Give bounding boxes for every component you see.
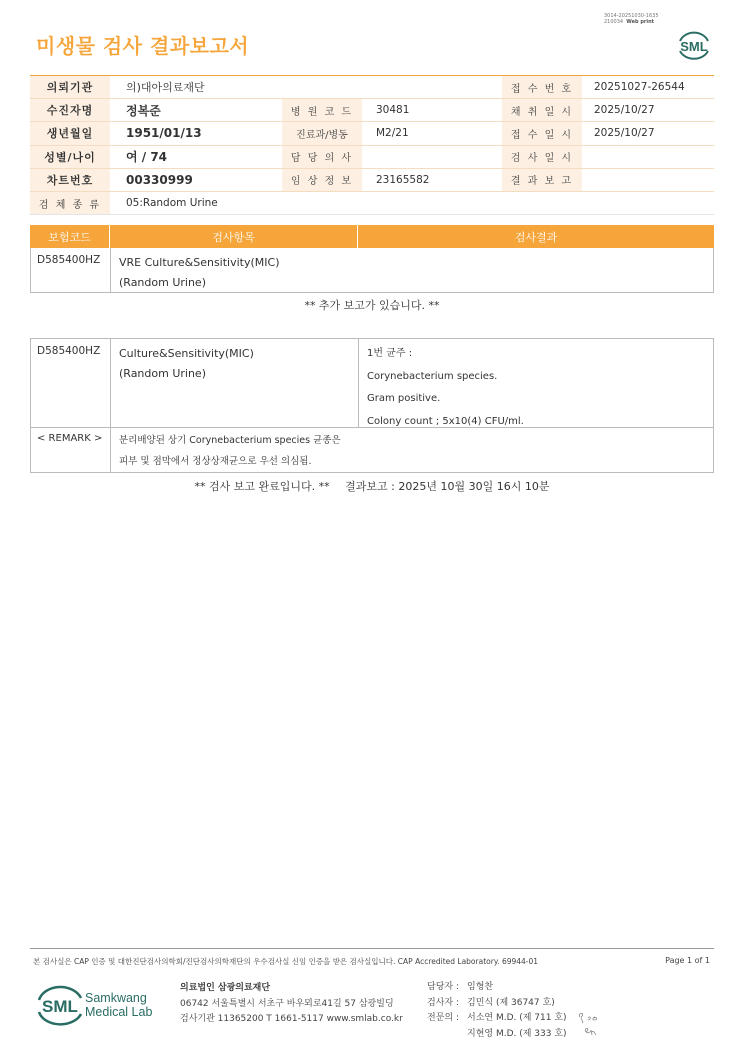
patient-name-label: 수진자명 [30,99,110,121]
page-number: Page 1 of 1 [665,956,710,965]
info-row-chart [30,169,714,192]
received-date-label: 접 수 일 시 [502,122,582,144]
institution-contact: 검사기관 11365200 T 1661-5117 www.smlab.co.kr [180,1014,403,1024]
test-date-value [582,146,714,168]
staff-name: 서소연 M.D. (제 711 호) [467,1013,567,1023]
footer-divider [30,948,714,949]
test-name-line1: Culture&Sensitivity(MIC) [119,347,254,360]
remark-row [30,428,714,473]
strain-label: 1번 균주 : [367,348,413,359]
print-info [604,13,724,25]
patient-info-table [30,75,714,215]
svg-text:Medical Lab: Medical Lab [85,1005,153,1019]
sex-age-label: 성별/나이 [30,146,110,168]
chart-number-value: 00330999 [126,172,193,187]
specimen-type-value: 05:Random Urine [126,197,218,210]
chart-number-label: 차트번호 [30,169,110,191]
remark-label: < REMARK > [31,428,111,472]
staff-list [427,980,567,1042]
additional-report-notice: ** 추가 보고가 있습니다. ** [304,299,440,312]
test-name [111,339,359,427]
test-name-line2: (Random Urine) [119,276,206,289]
staff-role: 전문의 : [427,1013,459,1023]
accession-label: 접 수 번 호 [502,76,582,98]
web-print-label: Web print [626,19,655,25]
result-row [30,248,714,293]
info-row-specimen [30,192,714,215]
result-row [30,338,714,428]
clinical-info-label: 임 상 정 보 [282,169,362,191]
collection-date-label: 채 취 일 시 [502,99,582,121]
staff-role: 담당자 : [427,982,459,992]
info-row-birth [30,122,714,145]
info-row-requester [30,76,714,99]
clinical-info-value: 23165582 [376,173,430,186]
samkwang-logo [36,980,156,1028]
department-value: M2/21 [376,127,409,140]
results-header [30,225,714,248]
complete-text: ** 검사 보고 완료입니다. ** [194,480,330,493]
test-result [359,339,713,427]
physician-value [362,146,502,168]
print-code: 210034 [604,19,624,25]
info-row-sex-age [30,146,714,169]
remark-text [111,428,713,472]
remark-line1: 분리배양된 상기 Corynebacterium species 균종은 [119,435,341,446]
test-name [111,248,359,292]
patient-name-value: 정복준 [126,103,161,118]
test-name-line2: (Random Urine) [119,367,206,380]
department-label: 진료과/병동 [282,122,362,144]
report-complete-notice [0,478,744,494]
svg-text:SML: SML [42,997,78,1016]
report-date-value [582,169,714,191]
staff-name: 지현영 M.D. (제 333 호) [467,1028,567,1039]
specimen-type-label: 검 체 종 류 [30,192,110,214]
test-date-label: 검 사 일 시 [502,146,582,168]
accession-value: 20251027-26544 [594,81,685,94]
organization-name: 의료법인 삼광의료재단 [180,983,271,993]
received-date-value: 2025/10/27 [594,127,655,140]
print-id: 3014-20251030-1635 [604,13,659,19]
insurance-code: D585400HZ [31,339,111,427]
svg-text:SML: SML [680,39,708,54]
certification-text: 본 검사실은 CAP 인증 및 대한진단검사의학회/진단검사의학재단의 우수검사실 신임 인증을 받은 검사실입니다. CAP Accredited Laboratory. 69944-01 [33,957,539,966]
report-title: 미생물 검사 결과보고서 [36,34,250,58]
requester-label: 의뢰기관 [30,76,110,98]
staff-name: 김민식 (제 36747 호) [467,997,555,1008]
signature-image [576,1010,610,1038]
hospital-code-label: 병 원 코 드 [282,99,362,121]
staff-name: 임형찬 [467,982,494,992]
staff-row [427,980,567,996]
sex-age-value: 여 / 74 [126,150,168,165]
collection-date-value: 2025/10/27 [594,104,655,117]
requester-value: 의)대아의료재단 [126,81,205,95]
test-result-header: 검사결과 [514,230,558,244]
staff-row [427,1011,567,1027]
test-item-header: 검사항목 [110,225,358,248]
gram-stain: Gram positive. [367,393,441,404]
staff-role: 검사자 : [427,997,459,1008]
info-row-patient [30,99,714,122]
staff-row [427,1027,567,1043]
sml-logo [674,27,714,63]
report-time: 결과보고 : 2025년 10월 30일 16시 10분 [345,480,550,493]
organism: Corynebacterium species. [367,370,498,382]
physician-label: 담 당 의 사 [282,146,362,168]
report-date-label: 결 과 보 고 [502,169,582,191]
birthdate-value: 1951/01/13 [126,126,202,141]
svg-text:Samkwang: Samkwang [85,991,147,1005]
organization-address: 06742 서울특별시 서초구 바우뫼로41길 57 삼광빌딩 [180,999,394,1009]
insurance-code: D585400HZ [31,248,111,292]
birthdate-label: 생년월일 [30,122,110,144]
staff-row [427,996,567,1012]
staff-role [427,1027,467,1043]
test-name-line1: VRE Culture&Sensitivity(MIC) [119,256,280,269]
hospital-code-value: 30481 [376,104,410,117]
remark-line2: 피부 및 점막에서 정상상재균으로 우선 의심됨. [119,456,312,467]
colony-count: Colony count ; 5x10(4) CFU/ml. [367,415,524,427]
insurance-code-header: 보험코드 [30,225,110,248]
